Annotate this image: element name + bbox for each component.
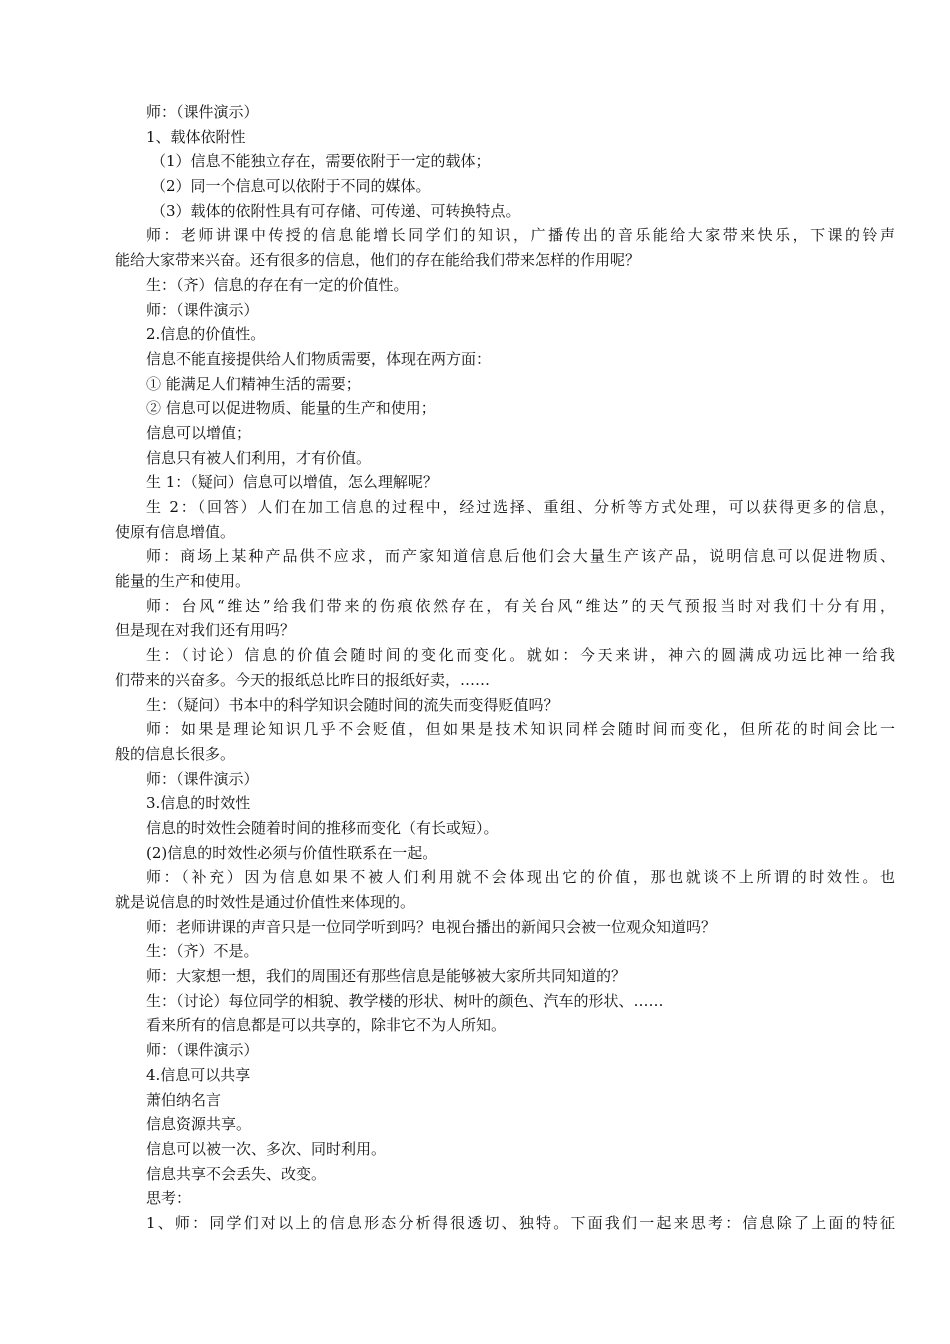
text-line: 2.信息的价值性。	[146, 325, 266, 344]
text-line: 师：台风“维达”给我们带来的伤痕依然存在，有关台风“维达”的天气预报当时对我们十分有用，	[146, 596, 895, 615]
text-line: 信息可以被一次、多次、同时利用。	[146, 1139, 387, 1158]
text-line: 4.信息可以共享	[146, 1065, 251, 1084]
text-line: 生：（疑问）书本中的科学知识会随时间的流失而变得贬值吗？	[146, 695, 559, 714]
text-line: （1）信息不能独立存在，需要依附于一定的载体；	[151, 152, 491, 171]
text-line: 能给大家带来兴奋。还有很多的信息，他们的存在能给我们带来怎样的作用呢？	[115, 251, 641, 270]
text-line: 生：（讨论）信息的价值会随时间的变化而变化。就如：今天来讲，神六的圆满成功远比神一给我	[146, 646, 895, 665]
text-line: 思考：	[146, 1189, 192, 1208]
text-line: 师：大家想一想，我们的周围还有那些信息是能够被大家所共同知道的？	[146, 967, 627, 986]
text-line: 1、师：同学们对以上的信息形态分析得很透切、独特。下面我们一起来思考：信息除了上面的特征	[146, 1213, 895, 1232]
text-line: 生：（齐）信息的存在有一定的价值性。	[146, 275, 409, 294]
text-line: 师：（课件演示）	[146, 300, 259, 319]
text-line: 师：（补充）因为信息如果不被人们利用就不会体现出它的价值，那也就谈不上所谓的时效性。也	[146, 868, 895, 887]
text-line: 使原有信息增值。	[115, 522, 236, 541]
text-line: 般的信息长很多。	[115, 744, 236, 763]
text-line: (2)信息的时效性必须与价值性联系在一起。	[146, 843, 438, 862]
text-line: 信息不能直接提供给人们物质需要，体现在两方面：	[146, 349, 492, 368]
text-line: 3.信息的时效性	[146, 794, 251, 813]
text-line: 师：老师讲课中传授的信息能增长同学们的知识，广播传出的音乐能给大家带来快乐，下课的铃声	[146, 226, 895, 245]
text-line: 师：老师讲课的声音只是一位同学听到吗？电视台播出的新闻只会被一位观众知道吗？	[146, 917, 717, 936]
text-line: 师：（课件演示）	[146, 1041, 259, 1060]
text-line: ① 能满足人们精神生活的需要；	[146, 374, 361, 393]
text-line: 看来所有的信息都是可以共享的，除非它不为人所知。	[146, 1016, 507, 1035]
text-line: 师：如果是理论知识几乎不会贬值，但如果是技术知识同样会随时间而变化，但所花的时间会比一	[146, 720, 895, 739]
text-line: 们带来的兴奋多。今天的报纸总比昨日的报纸好卖，……	[115, 670, 491, 689]
text-line: 生 1：（疑问）信息可以增值，怎么理解呢？	[146, 473, 438, 492]
text-line: ② 信息可以促进物质、能量的生产和使用；	[146, 399, 436, 418]
text-line: 信息只有被人们利用，才有价值。	[146, 448, 372, 467]
text-line: 能量的生产和使用。	[115, 572, 251, 591]
text-line: （3）载体的依附性具有可存储、可传递、可转换特点。	[151, 201, 521, 220]
text-line: 信息可以增值；	[146, 423, 252, 442]
text-line: 萧伯纳名言	[146, 1090, 222, 1109]
text-line: 信息共享不会丢失、改变。	[146, 1164, 327, 1183]
document-body	[115, 100, 895, 1236]
text-line: 信息资源共享。	[146, 1115, 252, 1134]
text-line: 信息的时效性会随着时间的推移而变化（有长或短）。	[146, 818, 499, 837]
text-line: （2）同一个信息可以依附于不同的媒体。	[151, 177, 431, 196]
text-line: 师：（课件演示）	[146, 769, 259, 788]
text-line: 生：（齐）不是。	[146, 942, 259, 961]
text-line: 生 2：（回答）人们在加工信息的过程中，经过选择、重组、分析等方式处理，可以获得更多的信息，	[146, 498, 895, 516]
text-line: 师：（课件演示）	[146, 103, 259, 121]
text-line: 生：（讨论）每位同学的相貌、教学楼的形状、树叶的颜色、汽车的形状、……	[146, 991, 664, 1010]
text-line: 师：商场上某种产品供不应求，而产家知道信息后他们会大量生产该产品，说明信息可以促进物质、	[146, 547, 895, 566]
text-line: 1、载体依附性	[146, 127, 246, 146]
text-line: 就是说信息的时效性是通过价值性来体现的。	[115, 893, 416, 911]
text-line: 但是现在对我们还有用吗？	[115, 621, 296, 640]
